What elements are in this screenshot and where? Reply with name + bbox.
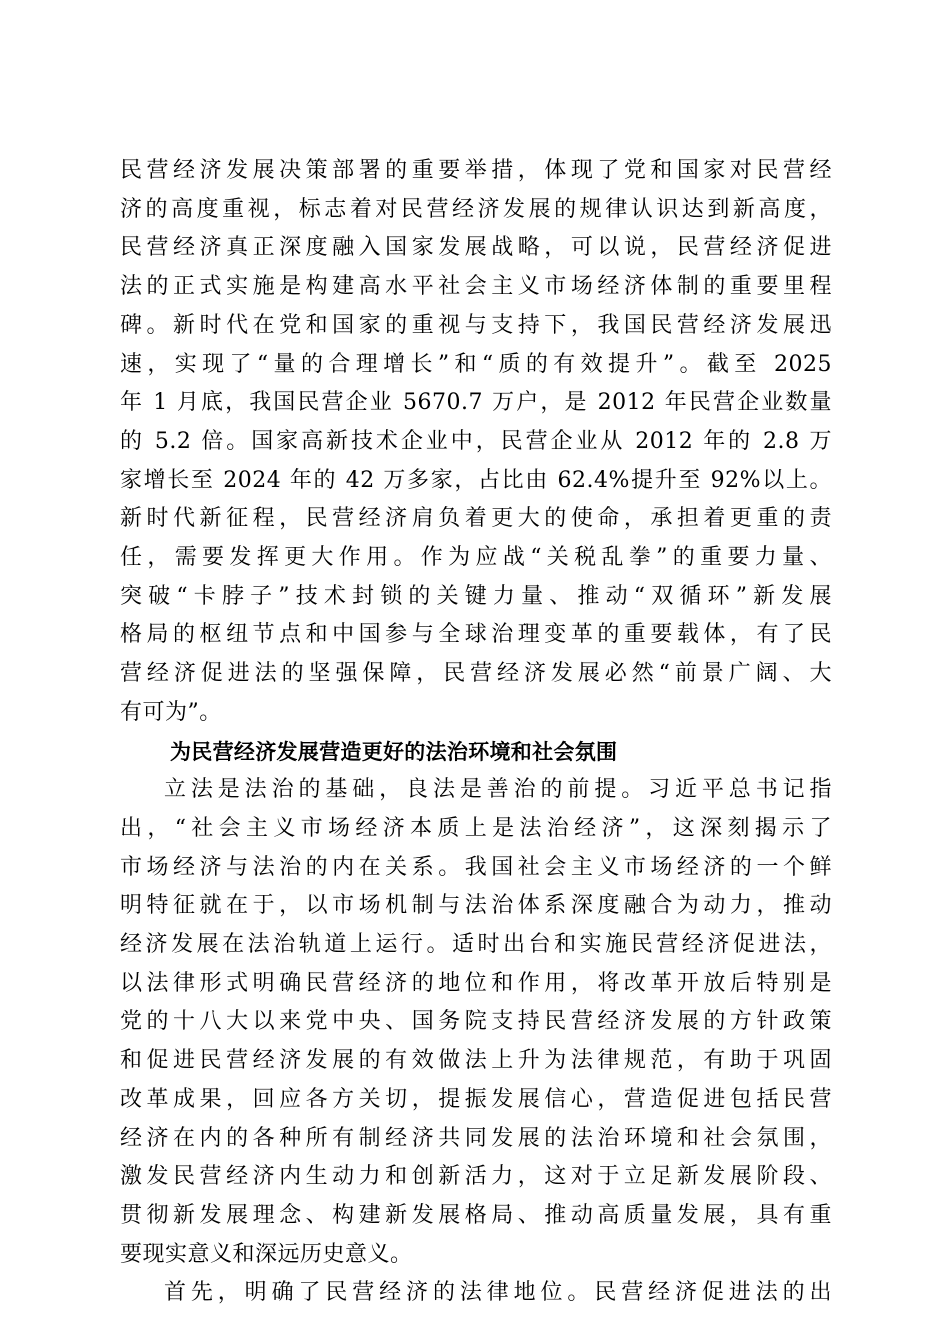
text-line: 首先，明确了民营经济的法律地位。民营经济促进法的出 (164, 1280, 832, 1306)
text-line: 突破“卡脖子”技术封锁的关键力量、推动“双循环”新发展 (120, 583, 832, 609)
text-line: 营经济促进法的坚强保障，民营经济发展必然“前景广阔、大 (120, 661, 832, 687)
text-line: 要现实意义和深远历史意义。 (120, 1241, 413, 1267)
document-body (120, 152, 832, 1313)
text-line: 明特征就在于，以市场机制与法治体系深度融合为动力，推动 (120, 893, 832, 919)
section-heading: 为民营经济发展营造更好的法治环境和社会氛围 (170, 739, 618, 764)
paragraph-2 (120, 771, 832, 1274)
text-line: 改革成果，回应各方关切，提振发展信心，营造促进包括民营 (120, 1086, 832, 1112)
text-line: 任，需要发挥更大作用。作为应战“关税乱拳”的重要力量、 (120, 545, 832, 571)
text-line: 的 5.2 倍。国家高新技术企业中，民营企业从 2012 年的 2.8 万 (120, 428, 832, 454)
text-line: 家增长至 2024 年的 42 万多家，占比由 62.4%提升至 92%以上。 (120, 467, 832, 493)
text-line: 民营经济发展决策部署的重要举措，体现了党和国家对民营经 (120, 158, 832, 183)
text-line: 格局的枢纽节点和中国参与全球治理变革的重要载体，有了民 (120, 622, 832, 648)
text-line: 济的高度重视，标志着对民营经济发展的规律认识达到新高度， (120, 196, 832, 222)
text-line: 经济发展在法治轨道上运行。适时出台和实施民营经济促进法， (120, 932, 832, 958)
paragraph-1 (120, 152, 832, 733)
text-line: 碑。新时代在党和国家的重视与支持下，我国民营经济发展迅 (120, 312, 832, 338)
text-line: 出，“社会主义市场经济本质上是法治经济”，这深刻揭示了 (120, 815, 832, 841)
text-line: 经济在内的各种所有制经济共同发展的法治环境和社会氛围， (120, 1125, 832, 1151)
text-line: 有可为”。 (120, 699, 222, 725)
text-line: 以法律形式明确民营经济的地位和作用，将改革开放后特别是 (120, 970, 832, 996)
text-line: 市场经济与法治的内在关系。我国社会主义市场经济的一个鲜 (120, 854, 832, 880)
text-line: 和促进民营经济发展的有效做法上升为法律规范，有助于巩固 (120, 1048, 832, 1074)
text-line: 速，实现了“量的合理增长”和“质的有效提升”。截至 2025 (120, 351, 832, 377)
text-line: 立法是法治的基础，良法是善治的前提。习近平总书记指 (164, 777, 832, 803)
paragraph-3 (120, 1274, 832, 1313)
text-line: 党的十八大以来党中央、国务院支持民营经济发展的方针政策 (120, 1009, 832, 1035)
text-line: 贯彻新发展理念、构建新发展格局、推动高质量发展，具有重 (120, 1202, 832, 1228)
text-line: 法的正式实施是构建高水平社会主义市场经济体制的重要里程 (120, 274, 832, 300)
text-line: 新时代新征程，民营经济肩负着更大的使命，承担着更重的责 (120, 506, 832, 532)
text-line: 民营经济真正深度融入国家发展战略，可以说，民营经济促进 (120, 235, 832, 261)
text-line: 激发民营经济内生动力和创新活力，这对于立足新发展阶段、 (120, 1164, 832, 1190)
text-line: 年 1 月底，我国民营企业 5670.7 万户，是 2012 年民营企业数量 (120, 390, 832, 416)
